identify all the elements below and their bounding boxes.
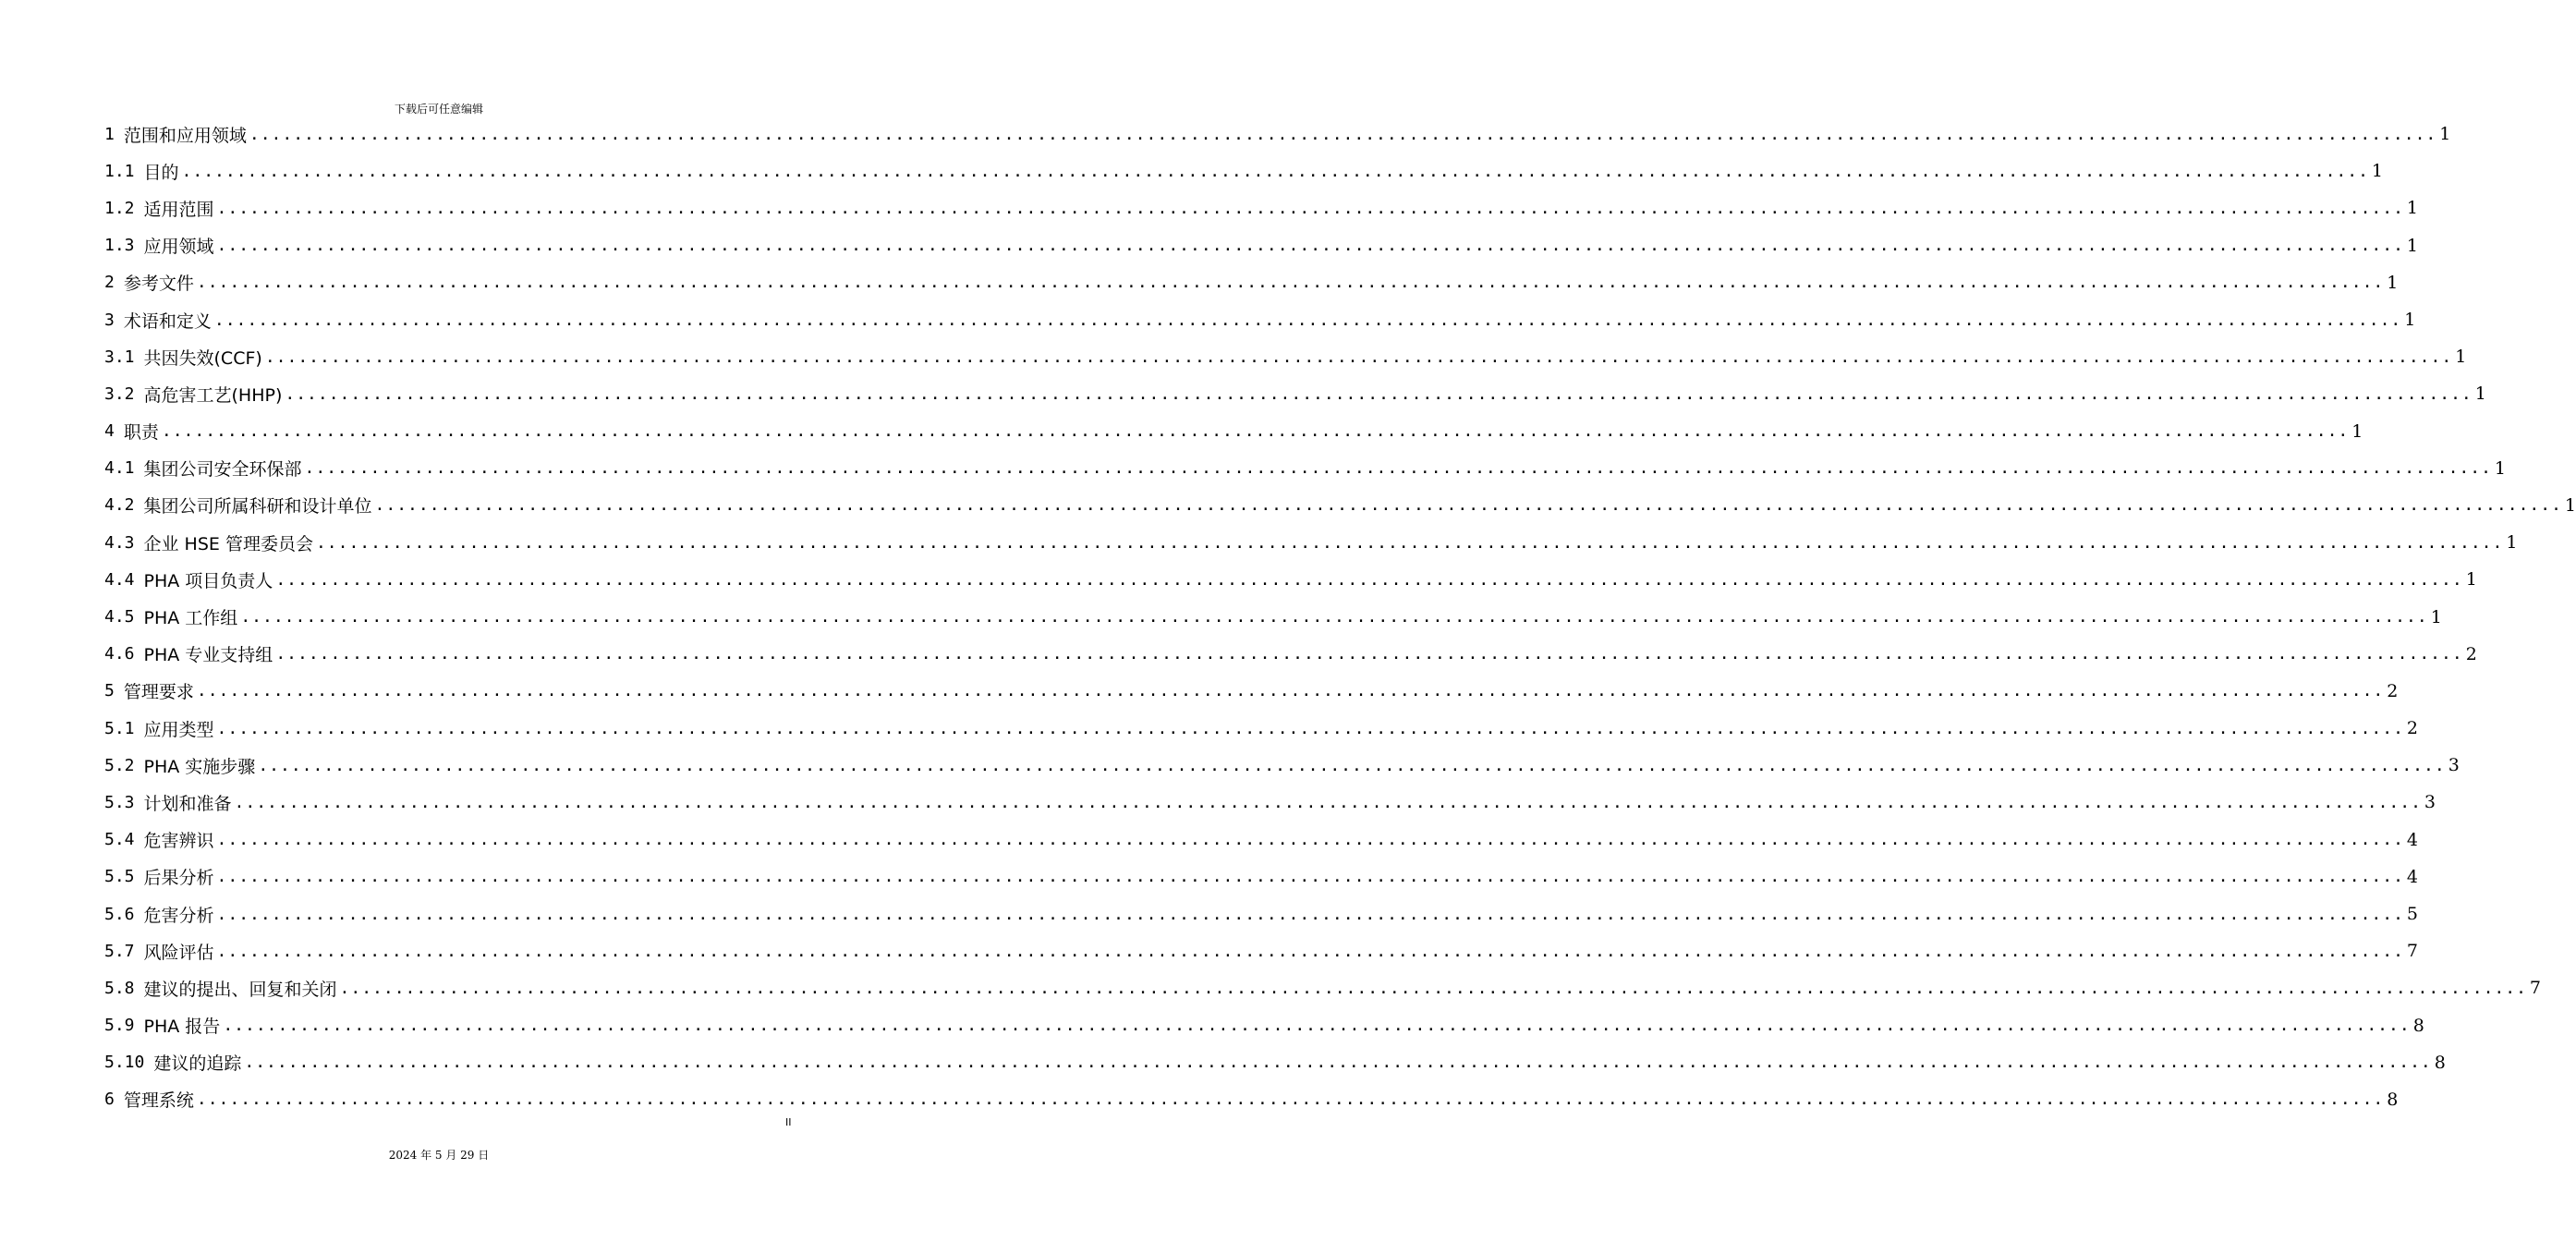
toc-dot-leader: ........................................................................................................................................................................................................	[315, 532, 2504, 553]
toc-entry-page: 1	[2506, 532, 2518, 554]
toc-dot-leader: ........................................................................................................................................................................................................	[374, 495, 2562, 516]
toc-dot-leader: ........................................................................................................................................................................................................	[223, 1016, 2411, 1036]
toc-entry-title: 管理要求	[123, 682, 194, 703]
toc-entry-title: 应用领域	[143, 237, 214, 258]
toc-entry[interactable]	[104, 598, 2442, 635]
toc-entry-number: 1.3	[104, 236, 135, 256]
toc-dot-leader: ........................................................................................................................................................................................................	[196, 681, 2385, 701]
toc-entry[interactable]	[104, 338, 2467, 375]
toc-entry-title: 建议的追踪	[153, 1053, 242, 1075]
toc-entry-title: 集团公司安全环保部	[143, 459, 302, 481]
toc-entry-title: 职责	[123, 422, 159, 444]
toc-entry-page: 1	[2439, 124, 2451, 145]
toc-entry-page: 4	[2406, 829, 2419, 850]
toc-entry[interactable]	[104, 1007, 2424, 1044]
page-number-roman: II	[785, 1116, 792, 1128]
toc-entry-number: 5.10	[104, 1053, 145, 1073]
toc-entry-number: 4.5	[104, 607, 135, 627]
toc-entry-number: 1.1	[104, 161, 135, 181]
toc-entry[interactable]	[104, 1044, 2446, 1081]
toc-entry-page: 1	[2406, 198, 2419, 219]
toc-entry-title: 应用类型	[143, 719, 214, 740]
toc-entry-title: PHA 报告	[143, 1017, 221, 1038]
toc-dot-leader: ........................................................................................................................................................................................................	[216, 941, 2404, 961]
toc-entry-page: 1	[2474, 384, 2486, 405]
toc-entry[interactable]	[104, 227, 2419, 264]
toc-entry-page: 1	[2564, 494, 2576, 516]
toc-entry[interactable]	[104, 301, 2416, 338]
toc-dot-leader: ........................................................................................................................................................................................................	[216, 904, 2404, 924]
toc-entry-title: 范围和应用领域	[123, 125, 247, 146]
toc-entry[interactable]	[104, 413, 2363, 450]
toc-entry[interactable]	[104, 822, 2419, 858]
toc-entry-page: 1	[2465, 569, 2477, 591]
toc-entry-title: 风险评估	[143, 942, 214, 963]
toc-dot-leader: ........................................................................................................................................................................................................	[234, 792, 2422, 812]
toc-entry[interactable]	[104, 858, 2419, 895]
footer-date: 2024 年 5 月 29 日	[388, 1149, 490, 1162]
toc-entry-number: 3.1	[104, 347, 135, 367]
toc-entry[interactable]	[104, 561, 2477, 598]
toc-entry[interactable]	[104, 189, 2419, 226]
toc-entry-title: 目的	[143, 162, 179, 183]
toc-entry-title: 参考文件	[123, 274, 194, 295]
toc-entry-title: 危害辨识	[143, 831, 214, 852]
toc-entry[interactable]	[104, 710, 2419, 747]
toc-entry[interactable]	[104, 487, 2576, 524]
header-note: 下载后可任意编辑	[394, 103, 483, 116]
toc-entry-number: 5.7	[104, 941, 135, 961]
toc-entry-page: 7	[2529, 978, 2542, 999]
toc-entry-title: 后果分析	[143, 868, 214, 889]
toc-entry-number: 5.6	[104, 904, 135, 924]
toc-entry[interactable]	[104, 895, 2419, 932]
toc-dot-leader: ........................................................................................................................................................................................................	[196, 1090, 2385, 1110]
toc-entry-number: 5.5	[104, 867, 135, 887]
toc-entry[interactable]	[104, 524, 2518, 561]
toc-dot-leader: ........................................................................................................................................................................................................	[264, 347, 2453, 367]
toc-entry-number: 5.2	[104, 755, 135, 775]
toc-entry-title: PHA 实施步骤	[143, 756, 256, 777]
toc-entry-title: PHA 工作组	[143, 608, 238, 629]
toc-entry-number: 3.2	[104, 384, 135, 404]
toc-entry-number: 6	[104, 1090, 115, 1110]
toc-entry[interactable]	[104, 932, 2419, 969]
toc-entry[interactable]	[104, 969, 2542, 1006]
toc-dot-leader: ........................................................................................................................................................................................................	[304, 458, 2492, 479]
toc-entry-title: 管理系统	[123, 1090, 194, 1112]
toc-entry-page: 2	[2406, 718, 2419, 739]
toc-entry-number: 5.9	[104, 1016, 135, 1036]
toc-entry-number: 4.1	[104, 458, 135, 479]
toc-dot-leader: ........................................................................................................................................................................................................	[161, 421, 2350, 442]
toc-entry-number: 4.2	[104, 495, 135, 516]
toc-entry-page: 8	[2387, 1089, 2399, 1110]
toc-entry-page: 4	[2406, 866, 2419, 887]
toc-entry-title: 集团公司所属科研和设计单位	[143, 496, 372, 518]
toc-entry-page: 1	[2406, 235, 2419, 256]
toc-entry-title: 建议的提出、回复和关闭	[143, 979, 337, 1000]
toc-entry-title: 高危害工艺(HHP)	[143, 384, 283, 406]
toc-dot-leader: ........................................................................................................................................................................................................	[285, 384, 2473, 404]
toc-entry[interactable]	[104, 636, 2477, 673]
toc-entry-page: 1	[2455, 347, 2467, 368]
toc-entry[interactable]	[104, 673, 2399, 710]
toc-entry[interactable]	[104, 375, 2486, 412]
toc-entry-page: 1	[2430, 606, 2442, 627]
toc-dot-leader: ........................................................................................................................................................................................................	[216, 236, 2404, 256]
toc-dot-leader: ........................................................................................................................................................................................................	[216, 830, 2404, 850]
toc-entry-title: 适用范围	[143, 199, 214, 220]
toc-dot-leader: ........................................................................................................................................................................................................	[216, 867, 2404, 887]
toc-entry-title: PHA 专业支持组	[143, 645, 273, 666]
toc-entry-page: 3	[2424, 792, 2436, 813]
toc-entry-number: 1	[104, 124, 115, 144]
toc-dot-leader: ........................................................................................................................................................................................................	[181, 161, 2369, 181]
toc-entry-page: 8	[2412, 1015, 2424, 1036]
toc-entry-number: 3	[104, 310, 115, 330]
toc-entry[interactable]	[104, 784, 2436, 821]
toc-entry-page: 2	[2465, 643, 2477, 664]
toc-entry-number: 5.1	[104, 718, 135, 738]
toc-dot-leader: ........................................................................................................................................................................................................	[196, 273, 2385, 293]
toc-dot-leader: ........................................................................................................................................................................................................	[275, 644, 2463, 664]
toc-entry-page: 1	[2387, 272, 2399, 293]
toc-entry-title: PHA 项目负责人	[143, 570, 273, 591]
toc-entry-title: 共因失效(CCF)	[143, 347, 262, 369]
toc-entry[interactable]	[104, 1081, 2399, 1118]
toc-entry-number: 5.4	[104, 830, 135, 850]
toc-entry-number: 4.3	[104, 532, 135, 553]
toc-entry-title: 危害分析	[143, 905, 214, 926]
toc-entry[interactable]	[104, 747, 2460, 784]
toc-dot-leader: ........................................................................................................................................................................................................	[275, 569, 2463, 590]
toc-entry-page: 5	[2406, 904, 2419, 925]
toc-dot-leader: ........................................................................................................................................................................................................	[244, 1053, 2432, 1073]
toc-dot-leader: ........................................................................................................................................................................................................	[216, 718, 2404, 738]
toc-entry-page: 2	[2387, 680, 2399, 701]
toc-entry-number: 5.8	[104, 978, 135, 998]
toc-entry[interactable]	[104, 450, 2507, 487]
toc-entry-page: 1	[2351, 420, 2363, 442]
toc-entry-title: 企业 HSE 管理委员会	[143, 533, 313, 554]
toc-entry-number: 2	[104, 273, 115, 293]
toc-dot-leader: ........................................................................................................................................................................................................	[213, 310, 2402, 330]
toc-entry-page: 1	[2494, 457, 2507, 479]
toc-dot-leader: ........................................................................................................................................................................................................	[216, 198, 2404, 218]
toc-entry-number: 5.3	[104, 792, 135, 812]
toc-entry-page: 1	[2371, 161, 2384, 182]
toc-entry-number: 4.6	[104, 644, 135, 664]
toc-dot-leader: ........................................................................................................................................................................................................	[249, 124, 2437, 144]
toc-dot-leader: ........................................................................................................................................................................................................	[258, 755, 2446, 775]
toc-dot-leader: ........................................................................................................................................................................................................	[240, 607, 2428, 627]
toc-entry-title: 计划和准备	[143, 793, 232, 814]
toc-entry[interactable]	[104, 264, 2399, 301]
toc-entry-page: 3	[2448, 755, 2460, 776]
toc-entry[interactable]	[104, 116, 2451, 152]
toc-entry-page: 8	[2434, 1052, 2446, 1073]
toc-entry-page: 1	[2404, 310, 2416, 331]
toc-entry-number: 4.4	[104, 569, 135, 590]
table-of-contents	[104, 116, 2576, 1118]
toc-entry[interactable]	[104, 152, 2384, 189]
toc-dot-leader: ........................................................................................................................................................................................................	[339, 978, 2527, 998]
toc-entry-page: 7	[2406, 941, 2419, 962]
toc-entry-number: 4	[104, 421, 115, 442]
toc-entry-number: 1.2	[104, 198, 135, 218]
toc-entry-title: 术语和定义	[123, 310, 212, 332]
toc-entry-number: 5	[104, 681, 115, 701]
